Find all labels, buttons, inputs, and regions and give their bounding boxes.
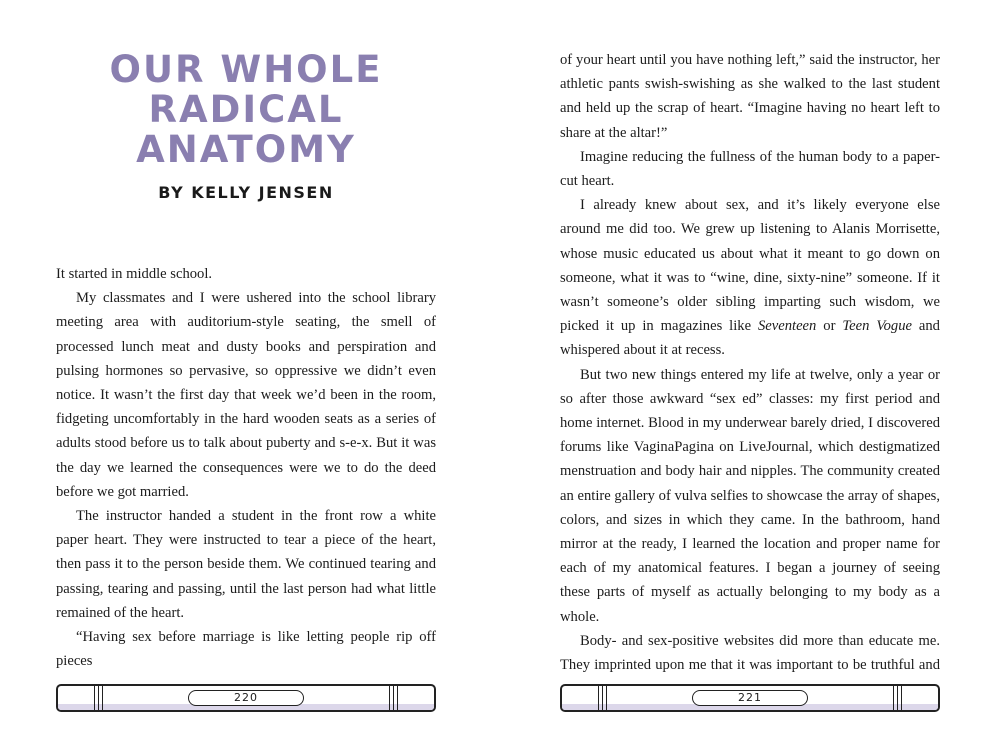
footer-band-right: [897, 686, 902, 710]
paragraph: The instructor handed a student in the front row a white paper heart. They were instructed to tear a piece of the heart, then pass it to the person beside them. We continued tearing and passing, tearing and passing, until the last person had what little remained of the heart.: [56, 508, 436, 621]
text-run: or: [816, 318, 843, 335]
author-byline: BY KELLY JENSEN: [158, 183, 334, 202]
footer-band-right-inner: [891, 686, 894, 710]
paragraph: It started in middle school.: [56, 266, 213, 282]
footer-band-left-inner: [102, 686, 105, 710]
right-page: [498, 0, 996, 746]
paragraph: [560, 193, 940, 362]
paragraph: But two new things entered my life at twelve, only a year or so after those awkward “sex ed” classes: my first period and home internet. Blood in my underwear barely dried, I discovered forums like VaginaPagina on LiveJournal, which destigmatized menstruation and body hair and nipples. The community created an entire gallery of vulva selfies to showcase the array of shapes, colors, and sizes in which they came. In the bathroom, hand mirror at the ready, I learned the location and proper name for each of my anatomical features. I began a journey of seeing these parts of myself as actually belonging to my body as a whole.: [560, 366, 940, 625]
title-line: RADICAL: [148, 88, 344, 131]
magazine-title: Teen Vogue: [842, 318, 912, 335]
title-line: OUR WHOLE: [109, 48, 383, 91]
page-number: 221: [692, 690, 808, 706]
paragraph: My classmates and I were ushered into the school library meeting area with auditorium-style seating, the smell of processed lunch meat and dusty books and perspiration and pulsing hormones so pervasive, so oppressive we didn’t even notice. It wasn’t the first day that week we’d been in the room, fidgeting uncomfortably in the hard wooden seats as a series of adults stood before us to talk about puberty and s-e-x. But it was the day we learned the consequences were we to do the deed before we got married.: [56, 290, 436, 500]
chapter-title: [56, 50, 436, 170]
footer-band-right: [393, 686, 398, 710]
paragraph: Imagine reducing the fullness of the human body to a paper-cut heart.: [560, 148, 940, 190]
footer-band-right-inner: [387, 686, 390, 710]
page-number: 220: [188, 690, 304, 706]
page-footer-bar: [56, 684, 436, 712]
left-body-text: [56, 262, 436, 673]
right-body-text: [560, 48, 940, 677]
footer-band-left: [94, 686, 99, 710]
text-run: and whispered about it at recess.: [560, 318, 940, 359]
page-footer-bar: [560, 684, 940, 712]
magazine-title: Seventeen: [758, 318, 817, 335]
title-line: ANATOMY: [136, 128, 356, 171]
footer-band-left-inner: [606, 686, 609, 710]
paragraph: of your heart until you have nothing left,” said the instructor, her athletic pants swish-swishing as she walked to the last student and held up the scrap of heart. “Imagine having no heart left to share at the altar!”: [560, 52, 940, 141]
text-run: I already knew about sex, and it’s likely everyone else around me did too. We grew up listening to Alanis Morrisette, whose music educated us about what it meant to go down on someone, what it was to “wine, dine, sixty-nine” someone. If it wasn’t someone’s older sibling imparting such wisdom, we picked it up in magazines like: [560, 197, 940, 335]
paragraph: Body- and sex-positive websites did more than educate me. They imprinted upon me that it was important to be truthful and: [560, 632, 940, 674]
paragraph: “Having sex before marriage is like letting people rip off pieces: [56, 629, 436, 670]
footer-band-left: [598, 686, 603, 710]
